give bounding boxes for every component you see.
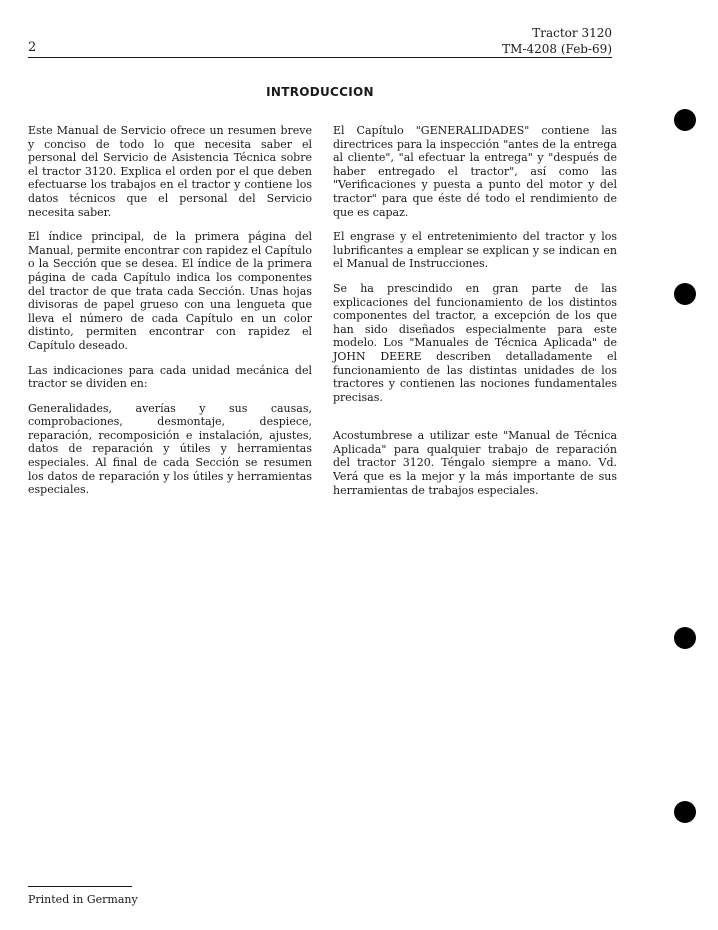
page-title: INTRODUCCION — [266, 85, 374, 99]
binder-hole — [674, 283, 696, 305]
paragraph: Acostumbrese a utilizar este "Manual de Técnica Aplicada" para qualquier trabajo de reparación del tractor 3120. Téngalo siempre a mano. Vd. Verá que es la mejor y la más importante de sus herramientas de trabajos especiales. — [333, 429, 617, 497]
left-column — [28, 124, 312, 508]
document-reference: TM-4208 (Feb-69) — [502, 42, 612, 56]
page-number: 2 — [28, 40, 37, 55]
binder-hole — [674, 801, 696, 823]
paragraph: Este Manual de Servicio ofrece un resumen breve y conciso de todo lo que necesita saber el personal del Servicio de Asistencia Técnica sobre el tractor 3120. Explica el orden por el que deben efectuarse los trabajos en el tractor y contiene los datos técnicos que el personal del Servicio necesita saber. — [28, 124, 312, 219]
header-rule — [28, 57, 612, 58]
model-name: Tractor 3120 — [532, 26, 612, 40]
paragraph: El índice principal, de la primera página del Manual, permite encontrar con rapidez el Capítulo o la Sección que se desea. El índice de la primera página de cada Capítulo indica los componentes del tractor de que trata cada Sección. Unas hojas divisoras de papel grueso con una lengueta que lleva el número de cada Capítulo en un color distinto, permiten encontrar con rapidez el Capítulo deseado. — [28, 230, 312, 352]
paragraph: El engrase y el entretenimiento del tractor y los lubrificantes a emplear se explican y se indican en el Manual de Instrucciones. — [333, 230, 617, 271]
paragraph: Generalidades, averías y sus causas, comprobaciones, desmontaje, despiece, reparación, recomposición e instalación, ajustes, datos de reparación y útiles y herramientas especiales. Al final de cada Sección se resumen los datos de reparación y los útiles y herramientas especiales. — [28, 401, 312, 497]
binder-hole — [674, 109, 696, 131]
document-header — [502, 25, 612, 57]
paragraph: Se ha prescindido en gran parte de las explicaciones del funcionamiento de los distintos componentes del tractor, a excepción de los que han sido diseñados especialmente para este modelo. Los "Manuales de Técnica Aplicada" de JOHN DEERE describen detalladamente el funcionamiento de las distintas unidades de los tractores y contienen las nociones fundamentales precisas. — [333, 281, 617, 404]
right-column — [333, 124, 617, 508]
footer-text: Printed in Germany — [28, 893, 138, 906]
footer-rule — [28, 886, 132, 887]
paragraph: Las indicaciones para cada unidad mecánica del tractor se dividen en: — [28, 363, 312, 391]
binder-hole — [674, 627, 696, 649]
paragraph: El Capítulo "GENERALIDADES" contiene las directrices para la inspección "antes de la entrega al cliente", "al efectuar la entrega" y "después de haber entregado el tractor", así como las "Verificaciones y puesta a punto del motor y del tractor" para que éste dé todo el rendimiento de que es capaz. — [333, 124, 617, 219]
